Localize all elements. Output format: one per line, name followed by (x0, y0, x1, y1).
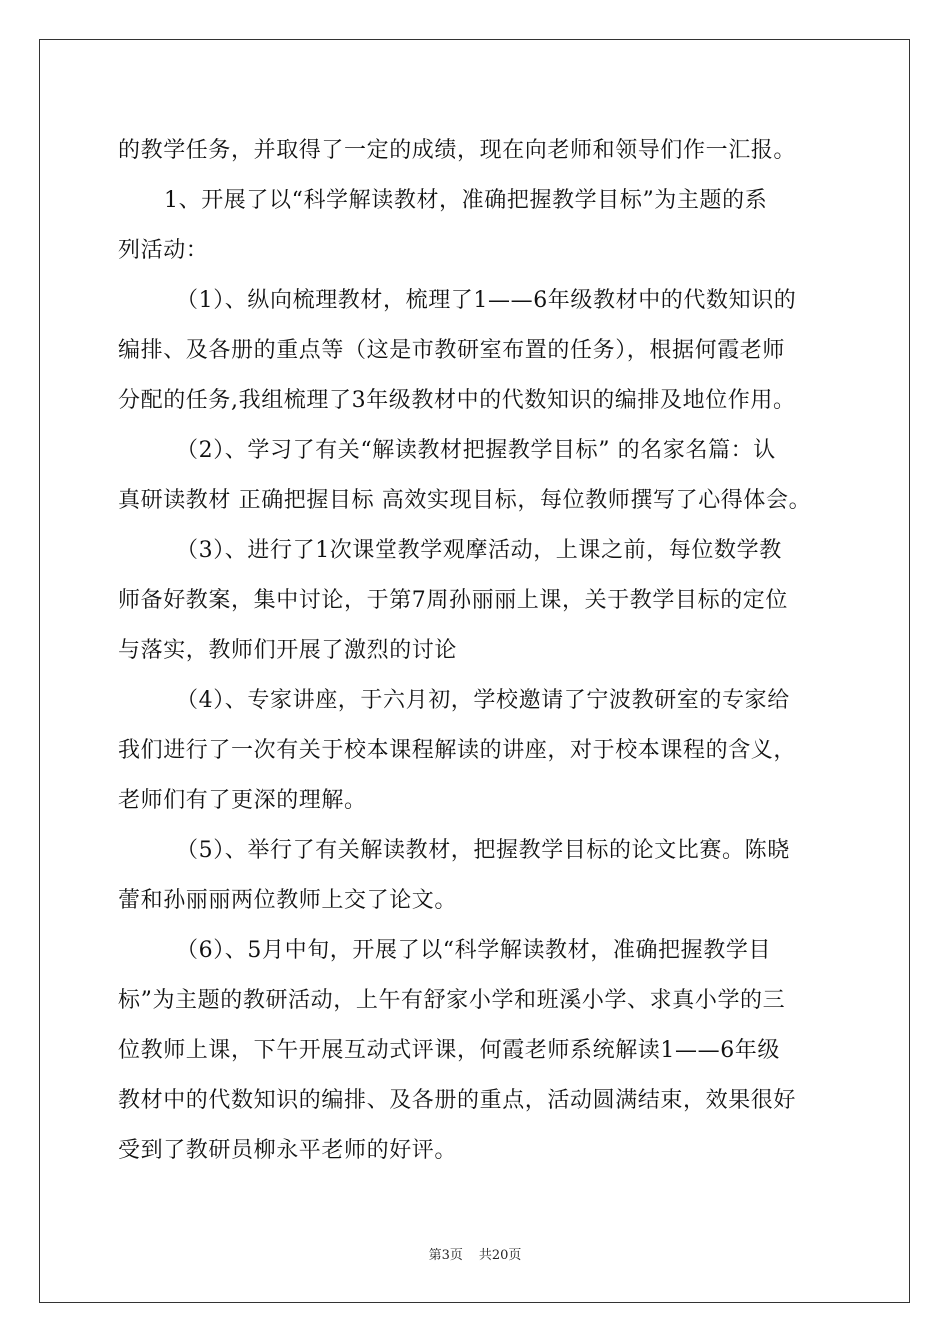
page-total: 共20页 (478, 1248, 522, 1263)
paragraph-line: （1）、纵向梳理教材，梳理了1——6年级教材中的代数知识的 (176, 288, 797, 313)
paragraph-line: （2）、学习了有关“解读教材把握教学目标” 的名家名篇：认 (176, 438, 776, 463)
paragraph-line: 与落实，教师们开展了激烈的讨论 (118, 638, 458, 663)
paragraph-line: 真研读教材 正确把握目标 高效实现目标，每位教师撰写了心得体会。 (118, 488, 812, 513)
paragraph-line: （5）、举行了有关解读教材，把握教学目标的论文比赛。陈晓 (176, 838, 790, 863)
paragraph-line: （6）、5月中旬，开展了以“科学解读教材，准确把握教学目 (176, 938, 772, 963)
paragraph-line: 分配的任务,我组梳理了3年级教材中的代数知识的编排及地位作用。 (118, 388, 796, 413)
paragraph-line: 编排、及各册的重点等（这是市教研室布置的任务），根据何霞老师 (118, 338, 786, 363)
page-number: 第3页 (428, 1248, 463, 1263)
page-footer (0, 1247, 950, 1265)
document-body (118, 126, 838, 1176)
paragraph-line: 列活动： (118, 238, 209, 263)
paragraph-line: 师备好教案，集中讨论，于第7周孙丽丽上课，关于教学目标的定位 (118, 588, 788, 613)
paragraph-line: 的教学任务，并取得了一定的成绩，现在向老师和领导们作一汇报。 (118, 138, 797, 163)
paragraph-line: 标”为主题的教研活动，上午有舒家小学和班溪小学、求真小学的三 (118, 988, 786, 1013)
paragraph-line: （3）、进行了1次课堂教学观摩活动，上课之前，每位数学教 (176, 538, 782, 563)
paragraph-line: 蕾和孙丽丽两位教师上交了论文。 (118, 888, 458, 913)
paragraph-line: （4）、专家讲座，于六月初，学校邀请了宁波教研室的专家给 (176, 688, 790, 713)
paragraph-line: 位教师上课，下午开展互动式评课，何霞老师系统解读1——6年级 (118, 1038, 780, 1063)
paragraph-line: 受到了教研员柳永平老师的好评。 (118, 1138, 458, 1163)
paragraph-line: 老师们有了更深的理解。 (118, 788, 367, 813)
paragraph-line: 我们进行了一次有关于校本课程解读的讲座，对于校本课程的含义， (118, 738, 797, 763)
paragraph-line: 教材中的代数知识的编排、及各册的重点，活动圆满结束，效果很好 (118, 1088, 797, 1113)
paragraph-line: 1、开展了以“科学解读教材，准确把握教学目标”为主题的系 (164, 188, 768, 213)
